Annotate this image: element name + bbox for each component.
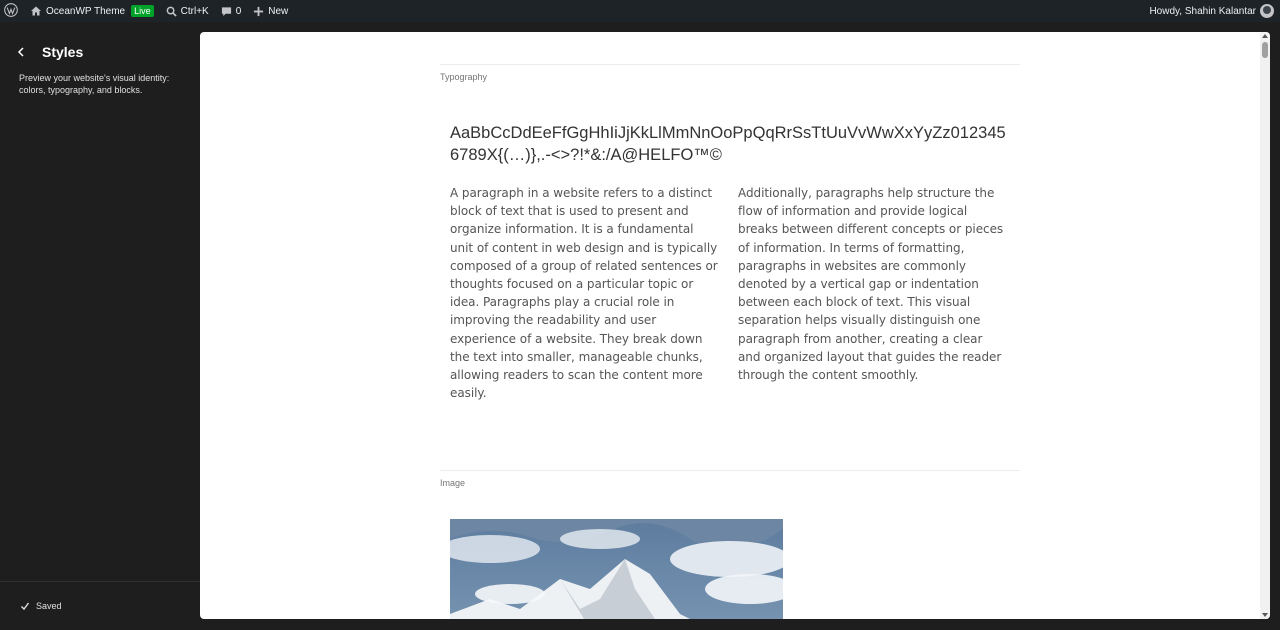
- search-icon: [166, 6, 177, 17]
- new-content-button[interactable]: [247, 0, 294, 22]
- paragraph-left[interactable]: A paragraph in a website refers to a distinct block of text that is used to present and organize information. It is a fundamental unit of content in web design and is typically composed of a group of related sentences or thoughts focused on a particular topic or idea. Paragraphs play a crucial role in improving the readability and user experience of a website. They break down the text into smaller, manageable chunks, allowing readers to scan the content more easily.: [450, 186, 718, 401]
- plus-icon: [253, 6, 264, 17]
- chevron-left-icon: [17, 47, 25, 57]
- live-badge: Live: [131, 5, 154, 17]
- greeting-text: Howdy, Shahin Kalantar: [1149, 5, 1256, 17]
- avatar: [1260, 4, 1274, 18]
- section-divider: [440, 64, 1020, 65]
- account-menu[interactable]: [1143, 0, 1280, 22]
- styles-sidebar: [0, 22, 200, 630]
- comments-link[interactable]: [215, 0, 248, 22]
- mountain-image[interactable]: [450, 519, 783, 619]
- typography-section-label: Typography: [440, 72, 488, 82]
- site-name: OceanWP Theme: [46, 5, 126, 17]
- sidebar-header: [0, 22, 200, 60]
- scroll-thumb[interactable]: [1262, 42, 1268, 58]
- canvas-scrollbar[interactable]: [1260, 32, 1270, 619]
- home-icon: [30, 5, 42, 17]
- paragraph-columns: [440, 184, 1020, 402]
- style-book-content: [440, 32, 1020, 619]
- paragraph-right[interactable]: Additionally, paragraphs help structure the flow of information and provide logical breaks between different concepts or pieces of information. In terms of formatting, paragraphs in websites are commonly denoted by a vertical gap or indentation between each block of text. This visual separation helps visually distinguish one paragraph from another, creating a clear and organized layout that guides the reader through the content smoothly.: [738, 186, 1004, 383]
- new-label: New: [268, 5, 289, 17]
- sidebar-description: Preview your website's visual identity: colors, typography, and blocks.: [19, 73, 170, 95]
- admin-bar: [0, 0, 1280, 22]
- scroll-down-arrow-icon[interactable]: [1262, 613, 1268, 617]
- section-divider: [440, 470, 1020, 471]
- style-book-canvas: [200, 32, 1270, 619]
- wordpress-logo-icon: [4, 3, 18, 20]
- site-name-link[interactable]: [24, 0, 160, 22]
- check-icon: [20, 601, 30, 611]
- save-status: [0, 581, 200, 630]
- command-palette-button[interactable]: [160, 0, 215, 22]
- image-section-label: Image: [440, 478, 466, 489]
- back-button[interactable]: [14, 45, 28, 59]
- saved-label: Saved: [36, 601, 62, 611]
- typography-sample[interactable]: AaBbCcDdEeFfGgHhIiJjKkLlMmNnOoPpQqRrSsTtUuVvWwXxYyZz0123456789X{(…)},.-<>?!*&:/A@HELFO™©: [450, 124, 1006, 164]
- wordpress-logo-button[interactable]: [0, 0, 24, 22]
- comments-count: 0: [235, 5, 242, 17]
- search-shortcut: Ctrl+K: [180, 5, 209, 17]
- comment-icon: [221, 6, 232, 17]
- scroll-up-arrow-icon[interactable]: [1262, 34, 1268, 38]
- sidebar-title: Styles: [42, 44, 84, 60]
